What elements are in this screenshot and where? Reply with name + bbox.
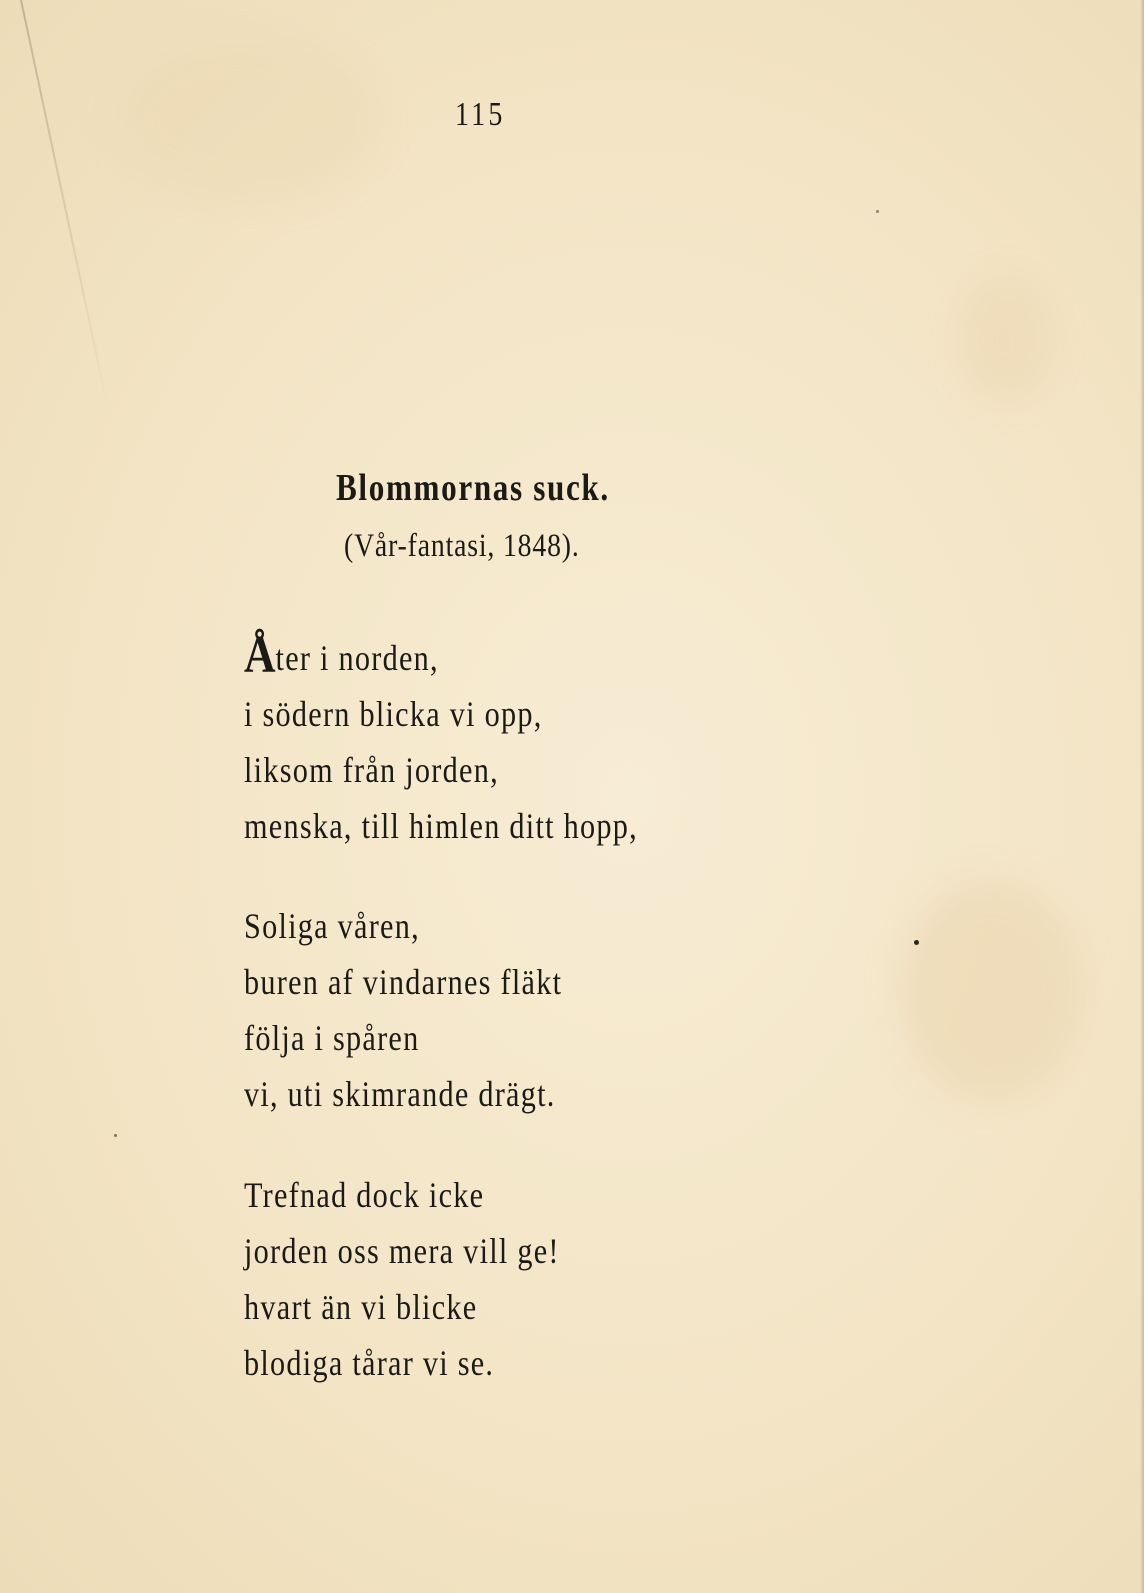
stanza-3 — [244, 1167, 620, 1391]
poem-line: i södern blicka vi opp, — [244, 694, 543, 734]
poem-line: Trefnad dock icke — [244, 1175, 485, 1215]
poem-line — [244, 627, 638, 686]
poem-subtitle: (Vår-fantasi, 1848). — [344, 528, 580, 564]
poem-title: Blommornas suck. — [336, 467, 610, 509]
poem-line: liksom från jorden, — [244, 750, 499, 790]
stanza-2 — [244, 898, 623, 1122]
ink-speck — [914, 940, 919, 945]
poem-line: buren af vindarnes fläkt — [244, 962, 563, 1002]
poem-line: följa i spåren — [244, 1018, 420, 1058]
drop-cap: Å — [244, 627, 276, 684]
page-edge-shadow — [20, 0, 109, 411]
poem-line: vi, uti skimrande drägt. — [244, 1074, 556, 1114]
page-number: 115 — [455, 96, 506, 133]
poem-line: jorden oss mera vill ge! — [244, 1231, 560, 1271]
paper-stain — [900, 880, 1080, 1100]
stanza-1 — [244, 627, 713, 854]
page-right-edge — [1140, 0, 1144, 1593]
paper-stain — [120, 40, 380, 200]
poem-line: hvart än vi blicke — [244, 1287, 478, 1327]
poem-line: blodiga tårar vi se. — [244, 1343, 495, 1383]
ink-speck — [876, 210, 879, 213]
paper-stain — [960, 280, 1050, 400]
poem-line: menska, till himlen ditt hopp, — [244, 806, 638, 846]
poem-line: Soliga våren, — [244, 906, 420, 946]
ink-speck — [114, 1134, 117, 1137]
poem-line-text: ter i norden, — [275, 638, 439, 678]
